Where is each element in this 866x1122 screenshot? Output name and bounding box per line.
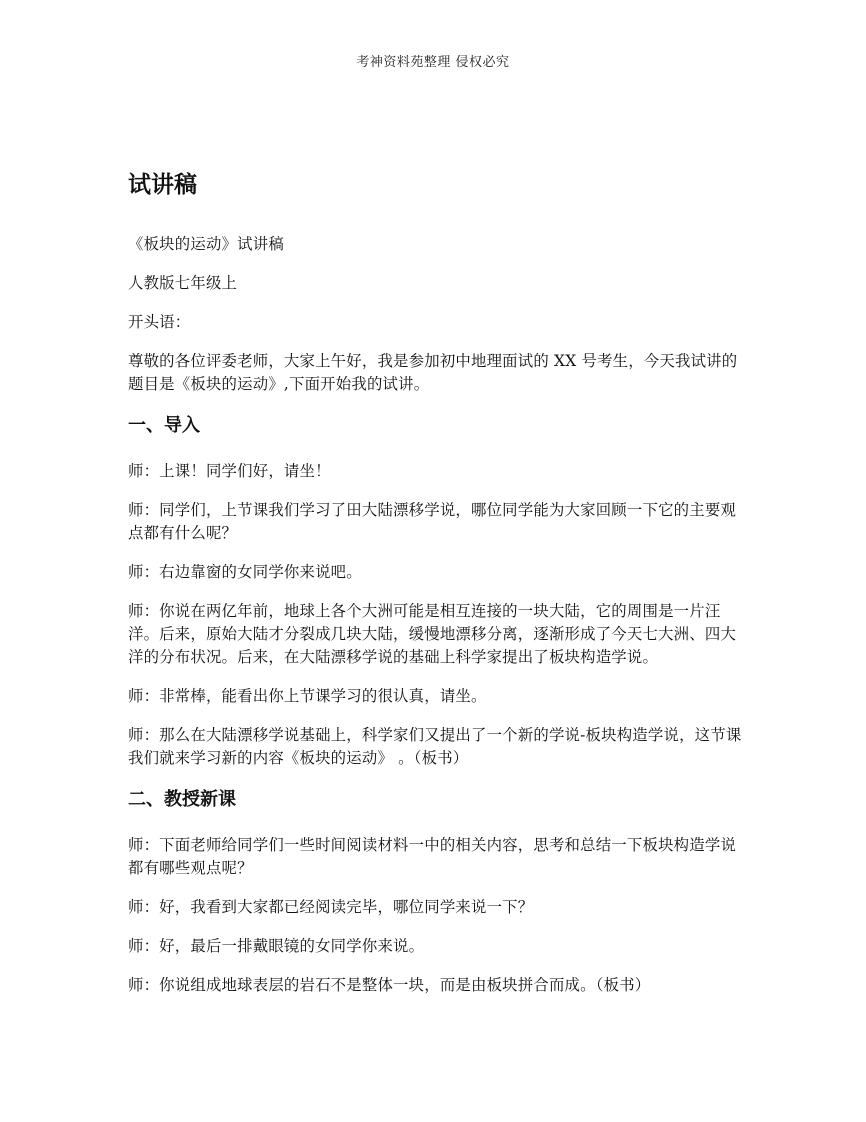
opening-label: 开头语： bbox=[128, 313, 191, 331]
page-header: 考神资料苑整理 侵权必究 bbox=[356, 55, 510, 70]
edition-label: 人教版七年级上 bbox=[128, 274, 238, 292]
paragraph: 师：上课！同学们好，请坐！ bbox=[128, 462, 331, 480]
paragraph: 师：右边靠窗的女同学你来说吧。 bbox=[128, 563, 362, 581]
section-heading-new-lesson: 二、教授新课 bbox=[128, 789, 236, 810]
paragraph: 师：好，我看到大家都已经阅读完毕，哪位同学来说一下？ bbox=[128, 898, 534, 916]
paragraph: 师：你说组成地球表层的岩石不是整体一块，而是由板块拼合而成。（板书） bbox=[128, 976, 651, 994]
paragraph: 师：那么在大陆漂移学说基础上，科学家们又提出了一个新的学说-板块构造学说，这节课我们就来学习新的内容《板块的运动》 。（板书） bbox=[128, 726, 742, 767]
document-title: 试讲稿 bbox=[128, 172, 197, 198]
document-body bbox=[128, 168, 742, 1013]
paragraph: 师：下面老师给同学们一些时间阅读材料一中的相关内容，思考和总结一下板块构造学说都有哪些观点呢？ bbox=[128, 836, 737, 877]
paragraph: 师：好，最后一排戴眼镜的女同学你来说。 bbox=[128, 937, 425, 955]
section-heading-intro: 一、导入 bbox=[128, 415, 200, 436]
opening-text: 尊敬的各位评委老师，大家上午好，我是参加初中地理面试的 XX 号考生，今天我试讲的题目是《板块的运动》,下面开始我的试讲。 bbox=[128, 352, 738, 393]
paragraph: 师：同学们，上节课我们学习了田大陆漂移学说，哪位同学能为大家回顾一下它的主要观点都有什么呢？ bbox=[128, 501, 737, 542]
lesson-title: 《板块的运动》试讲稿 bbox=[128, 235, 284, 253]
paragraph: 师：你说在两亿年前，地球上各个大洲可能是相互连接的一块大陆，它的周围是一片汪洋。后来，原始大陆才分裂成几块大陆，缓慢地漂移分离，逐渐形成了今天七大洲、四大洋的分布状况。后来，在大陆漂移学说的基础上科学家提出了板块构造学说。 bbox=[128, 602, 737, 666]
paragraph: 师：非常棒，能看出你上节课学习的很认真，请坐。 bbox=[128, 687, 487, 705]
